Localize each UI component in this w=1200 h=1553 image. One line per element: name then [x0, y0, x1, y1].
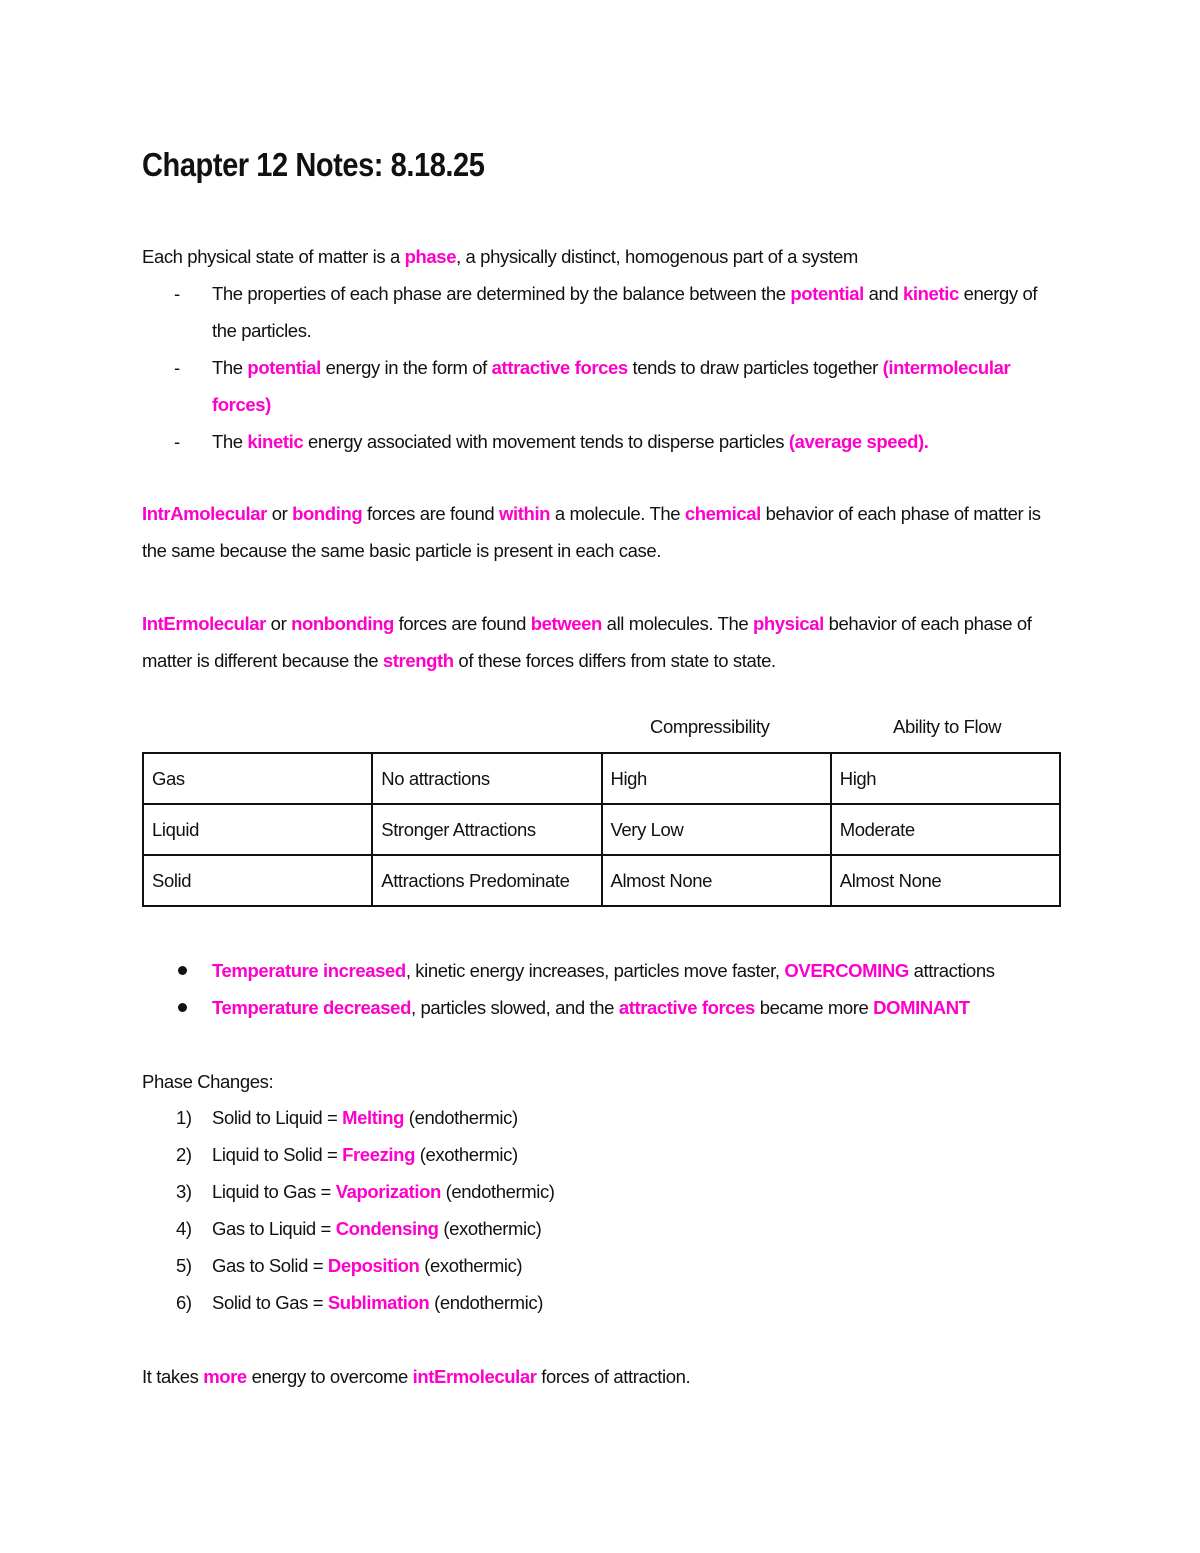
- list-item: [142, 1284, 1062, 1321]
- term-more: more: [203, 1366, 247, 1387]
- list-item: [142, 1210, 1062, 1247]
- table-cell: Stronger Attractions: [372, 804, 601, 855]
- term-intermolecular-forces: (intermolecular forces): [212, 357, 1011, 415]
- text: or: [265, 613, 292, 634]
- phase-changes-list: [142, 1099, 1062, 1321]
- term-temperature-increased: Temperature increased: [212, 960, 406, 981]
- text: , particles slowed, and the: [410, 997, 619, 1018]
- text: behavior of each phase of matter is the same because the same basic particle is present in each case.: [142, 503, 1041, 561]
- page-title: Chapter 12 Notes: 8.18.25: [142, 146, 485, 183]
- table-cell: Liquid: [143, 804, 372, 855]
- term-within: within: [499, 503, 551, 524]
- bullet-dot-icon: [178, 966, 187, 975]
- term-physical: physical: [752, 613, 824, 634]
- text: energy associated with movement tends to disperse particles: [303, 431, 789, 452]
- list-number: 3): [176, 1181, 192, 1202]
- table-cell: High: [602, 753, 831, 804]
- intro-paragraph: [142, 238, 1062, 275]
- bullet-dot-icon: [178, 1003, 187, 1012]
- list-number: 6): [176, 1292, 192, 1313]
- list-item: [142, 952, 1062, 989]
- list-number: 2): [176, 1144, 192, 1165]
- term-intermolecular: IntErmolecular: [142, 613, 266, 634]
- text: (exothermic): [414, 1144, 518, 1165]
- table-row: [143, 855, 1060, 906]
- list-item: [142, 349, 1062, 423]
- table-cell: Solid: [143, 855, 372, 906]
- term-condensing: Condensing: [335, 1218, 439, 1239]
- text: attractions: [908, 960, 995, 981]
- energy-bullet-list: [142, 275, 1062, 460]
- term-vaporization: Vaporization: [335, 1181, 441, 1202]
- table-cell: High: [831, 753, 1060, 804]
- table-cell: Attractions Predominate: [372, 855, 601, 906]
- term-freezing: Freezing: [342, 1144, 415, 1165]
- dash-marker: -: [174, 357, 180, 378]
- term-potential: potential: [790, 283, 864, 304]
- list-item: [142, 1136, 1062, 1173]
- text: a molecule. The: [550, 503, 685, 524]
- text: became more: [754, 997, 874, 1018]
- term-dominant: DOMINANT: [873, 997, 970, 1018]
- text: (endothermic): [429, 1292, 543, 1313]
- text: (endothermic): [440, 1181, 555, 1202]
- table-cell: Almost None: [831, 855, 1060, 906]
- term-temperature-decreased: Temperature decreased: [212, 997, 411, 1018]
- term-bonding: bonding: [292, 503, 363, 524]
- term-phase: phase: [404, 246, 457, 267]
- text: (exothermic): [419, 1255, 523, 1276]
- term-average-speed: (average speed).: [788, 431, 929, 452]
- dash-marker: -: [174, 283, 180, 304]
- text: energy in the form of: [320, 357, 492, 378]
- text: behavior of each phase of matter is different because the: [142, 613, 1032, 671]
- table-cell: No attractions: [372, 753, 601, 804]
- text: The properties of each phase are determined by the balance between the: [212, 283, 791, 304]
- text: Solid to Gas =: [212, 1292, 328, 1313]
- term-chemical: chemical: [684, 503, 761, 524]
- phase-changes-heading: Phase Changes:: [142, 1071, 274, 1092]
- text: Liquid to Solid =: [212, 1144, 343, 1165]
- table-cell: Moderate: [831, 804, 1060, 855]
- term-attractive-forces: attractive forces: [618, 997, 755, 1018]
- list-number: 5): [176, 1255, 192, 1276]
- dash-marker: -: [174, 431, 180, 452]
- term-intramolecular: IntrAmolecular: [142, 503, 267, 524]
- text: , kinetic energy increases, particles move faster,: [405, 960, 785, 981]
- term-melting: Melting: [342, 1107, 405, 1128]
- term-overcoming: OVERCOMING: [784, 960, 909, 981]
- text: tends to draw particles together: [627, 357, 883, 378]
- term-between: between: [530, 613, 602, 634]
- intermolecular-paragraph: [142, 605, 1062, 679]
- term-kinetic: kinetic: [903, 283, 959, 304]
- text: The: [212, 357, 248, 378]
- text: forces of attraction.: [536, 1366, 691, 1387]
- closing-paragraph: [142, 1358, 1062, 1395]
- list-item: [142, 275, 1062, 349]
- list-item: [142, 1099, 1062, 1136]
- table-row: [143, 753, 1060, 804]
- text: (endothermic): [404, 1107, 518, 1128]
- states-of-matter-table: [142, 752, 1061, 907]
- list-item: [142, 1173, 1062, 1210]
- table-cell: Very Low: [602, 804, 831, 855]
- list-item: [142, 1247, 1062, 1284]
- text: Solid to Liquid =: [212, 1107, 343, 1128]
- text: or: [266, 503, 293, 524]
- table-cell: Almost None: [602, 855, 831, 906]
- column-header-compressibility: Compressibility: [650, 716, 770, 737]
- table-cell: Gas: [143, 753, 372, 804]
- text: Gas to Liquid =: [212, 1218, 336, 1239]
- term-deposition: Deposition: [327, 1255, 420, 1276]
- intro-text-end: , a physically distinct, homogenous part of a system: [456, 246, 858, 267]
- text: The: [212, 431, 248, 452]
- intramolecular-paragraph: [142, 495, 1062, 569]
- list-number: 4): [176, 1218, 192, 1239]
- table-row: [143, 804, 1060, 855]
- term-intermolecular: intErmolecular: [412, 1366, 537, 1387]
- text: energy of the particles.: [212, 283, 1038, 341]
- term-strength: strength: [382, 650, 454, 671]
- text: and: [863, 283, 904, 304]
- term-nonbonding: nonbonding: [291, 613, 394, 634]
- list-item: [142, 989, 1062, 1026]
- intro-text: Each physical state of matter is a: [142, 246, 405, 267]
- text: (exothermic): [438, 1218, 542, 1239]
- term-kinetic: kinetic: [247, 431, 304, 452]
- term-attractive-forces: attractive forces: [491, 357, 628, 378]
- term-potential: potential: [247, 357, 321, 378]
- text: forces are found: [362, 503, 500, 524]
- text: Liquid to Gas =: [212, 1181, 336, 1202]
- list-number: 1): [176, 1107, 192, 1128]
- text: It takes: [142, 1366, 204, 1387]
- text: forces are found: [393, 613, 531, 634]
- list-item: [142, 423, 1062, 460]
- text: all molecules. The: [601, 613, 753, 634]
- text: energy to overcome: [246, 1366, 413, 1387]
- column-header-ability-to-flow: Ability to Flow: [893, 716, 1002, 737]
- text: of these forces differs from state to state.: [453, 650, 776, 671]
- temperature-bullet-list: [142, 952, 1062, 1026]
- term-sublimation: Sublimation: [327, 1292, 430, 1313]
- text: Gas to Solid =: [212, 1255, 328, 1276]
